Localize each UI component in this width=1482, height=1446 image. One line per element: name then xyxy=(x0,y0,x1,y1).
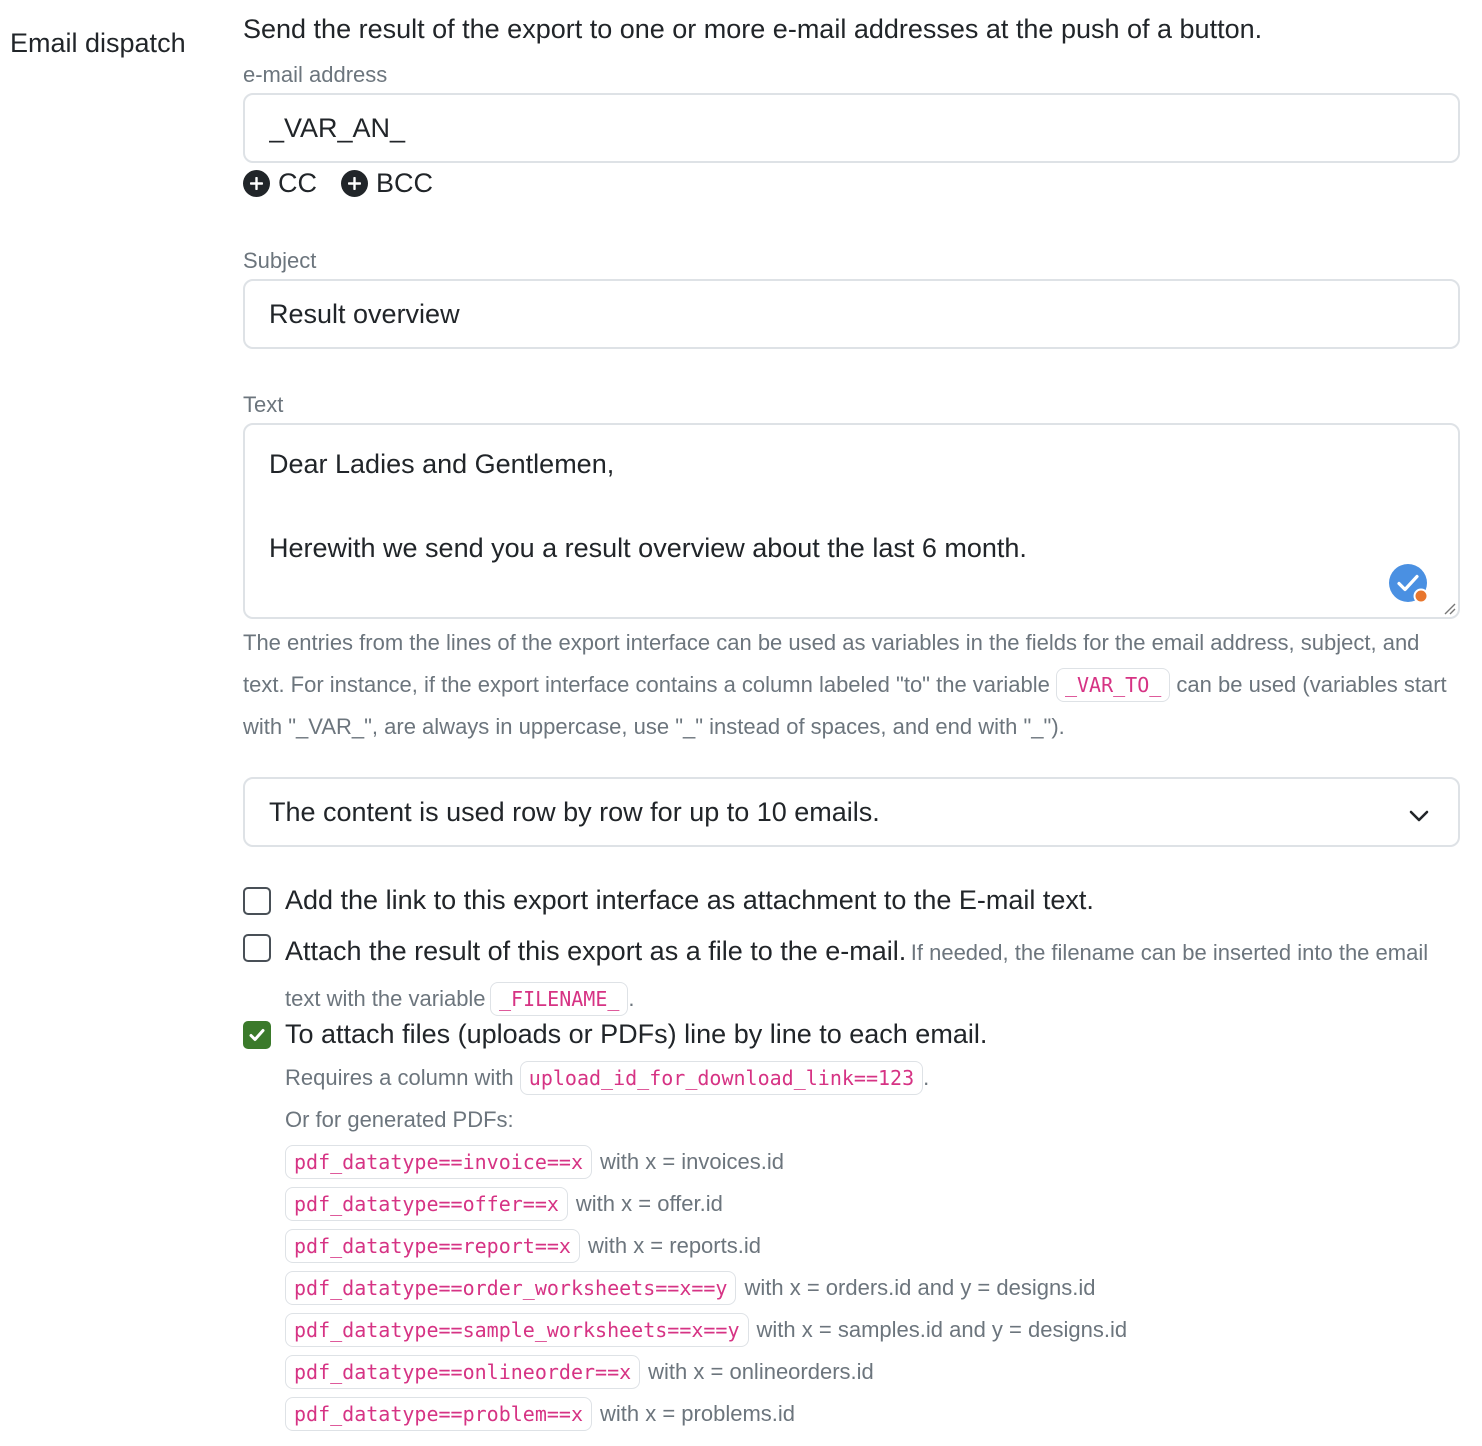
section-label: Email dispatch xyxy=(10,28,186,58)
pdf-type-row xyxy=(285,1225,1127,1267)
pdf-type-row xyxy=(285,1141,1127,1183)
subject-input[interactable] xyxy=(243,279,1460,349)
pdf-type-desc: with x = problems.id xyxy=(599,1401,796,1426)
option-lines-row xyxy=(243,1018,987,1050)
variables-help-text xyxy=(243,622,1460,748)
option-lines-checkbox[interactable] xyxy=(243,1021,271,1049)
pdf-type-code: pdf_datatype==onlineorder==x xyxy=(285,1355,640,1389)
text-area-container xyxy=(243,423,1460,619)
pdf-type-code: pdf_datatype==report==x xyxy=(285,1229,580,1263)
bcc-label: BCC xyxy=(376,168,434,198)
pdf-type-list xyxy=(285,1141,1127,1435)
help-text-part1: The entries from the lines of the export interface can be used as variables in the fields for the email address, subject, and text. For instance, if the export interface contains a column labeled "to" the variable xyxy=(243,630,1420,697)
option-file-text xyxy=(285,930,1455,1023)
filename-var-code: _FILENAME_ xyxy=(490,982,628,1016)
pdf-type-row xyxy=(285,1393,1127,1435)
intro-text: Send the result of the export to one or more e-mail addresses at the push of a button. xyxy=(243,14,1263,44)
pdf-type-row xyxy=(285,1351,1127,1393)
requires-before: Requires a column with xyxy=(285,1065,514,1090)
option-file-checkbox[interactable] xyxy=(243,934,271,962)
mode-select-value: The content is used row by row for up to 10 emails. xyxy=(269,796,880,827)
option-lines-label[interactable]: To attach files (uploads or PDFs) line by line to each email. xyxy=(285,1019,988,1049)
pdf-type-code: pdf_datatype==problem==x xyxy=(285,1397,592,1431)
plus-circle-icon xyxy=(243,170,270,197)
grammar-check-icon[interactable] xyxy=(1388,563,1428,603)
pdf-type-desc: with x = orders.id and y = designs.id xyxy=(744,1275,1096,1300)
pdf-type-desc: with x = onlineorders.id xyxy=(648,1359,874,1384)
var-to-code: _VAR_TO_ xyxy=(1056,668,1170,702)
resize-handle-icon[interactable] xyxy=(1442,601,1456,615)
option-link-row xyxy=(243,884,1094,916)
pdf-type-code: pdf_datatype==invoice==x xyxy=(285,1145,592,1179)
text-label: Text xyxy=(243,392,284,417)
option-file-hint: If needed, the filename can be inserted into the email text with the variable xyxy=(285,940,1429,1011)
pdf-type-row xyxy=(285,1267,1127,1309)
help-text-part2: can be used (variables start with "_VAR_", are always in uppercase, use "_" instead of spaces, and end with "_"). xyxy=(243,672,1447,739)
requires-text xyxy=(285,1057,929,1099)
email-input[interactable] xyxy=(243,93,1460,163)
option-link-checkbox[interactable] xyxy=(243,887,271,915)
option-file-hint-end: . xyxy=(628,986,635,1011)
add-cc-button[interactable] xyxy=(243,168,317,199)
pdf-type-desc: with x = reports.id xyxy=(587,1233,761,1258)
check-icon xyxy=(247,1025,267,1045)
pdf-type-code: pdf_datatype==offer==x xyxy=(285,1187,568,1221)
option-link-label[interactable]: Add the link to this export interface as attachment to the E-mail text. xyxy=(285,885,1094,915)
upload-id-code: upload_id_for_download_link==123 xyxy=(520,1061,923,1095)
pdf-type-desc: with x = samples.id and y = designs.id xyxy=(756,1317,1128,1342)
pdf-type-code: pdf_datatype==order_worksheets==x==y xyxy=(285,1271,736,1305)
pdf-type-code: pdf_datatype==sample_worksheets==x==y xyxy=(285,1313,749,1347)
pdf-type-row xyxy=(285,1183,1127,1225)
chevron-down-icon xyxy=(1408,803,1430,834)
requires-after: . xyxy=(923,1065,930,1090)
subject-label: Subject xyxy=(243,248,317,273)
cc-bcc-row xyxy=(243,168,457,199)
plus-circle-icon xyxy=(341,170,368,197)
option-file-label[interactable]: Attach the result of this export as a file to the e-mail. xyxy=(285,936,907,966)
cc-label: CC xyxy=(278,168,317,198)
pdf-type-desc: with x = invoices.id xyxy=(599,1149,785,1174)
pdf-type-desc: with x = offer.id xyxy=(575,1191,723,1216)
pdf-type-row xyxy=(285,1309,1127,1351)
add-bcc-button[interactable] xyxy=(341,168,433,199)
email-label: e-mail address xyxy=(243,62,388,87)
mode-select[interactable] xyxy=(243,777,1460,847)
pdfs-intro: Or for generated PDFs: xyxy=(285,1107,514,1132)
text-area[interactable] xyxy=(245,425,1458,617)
